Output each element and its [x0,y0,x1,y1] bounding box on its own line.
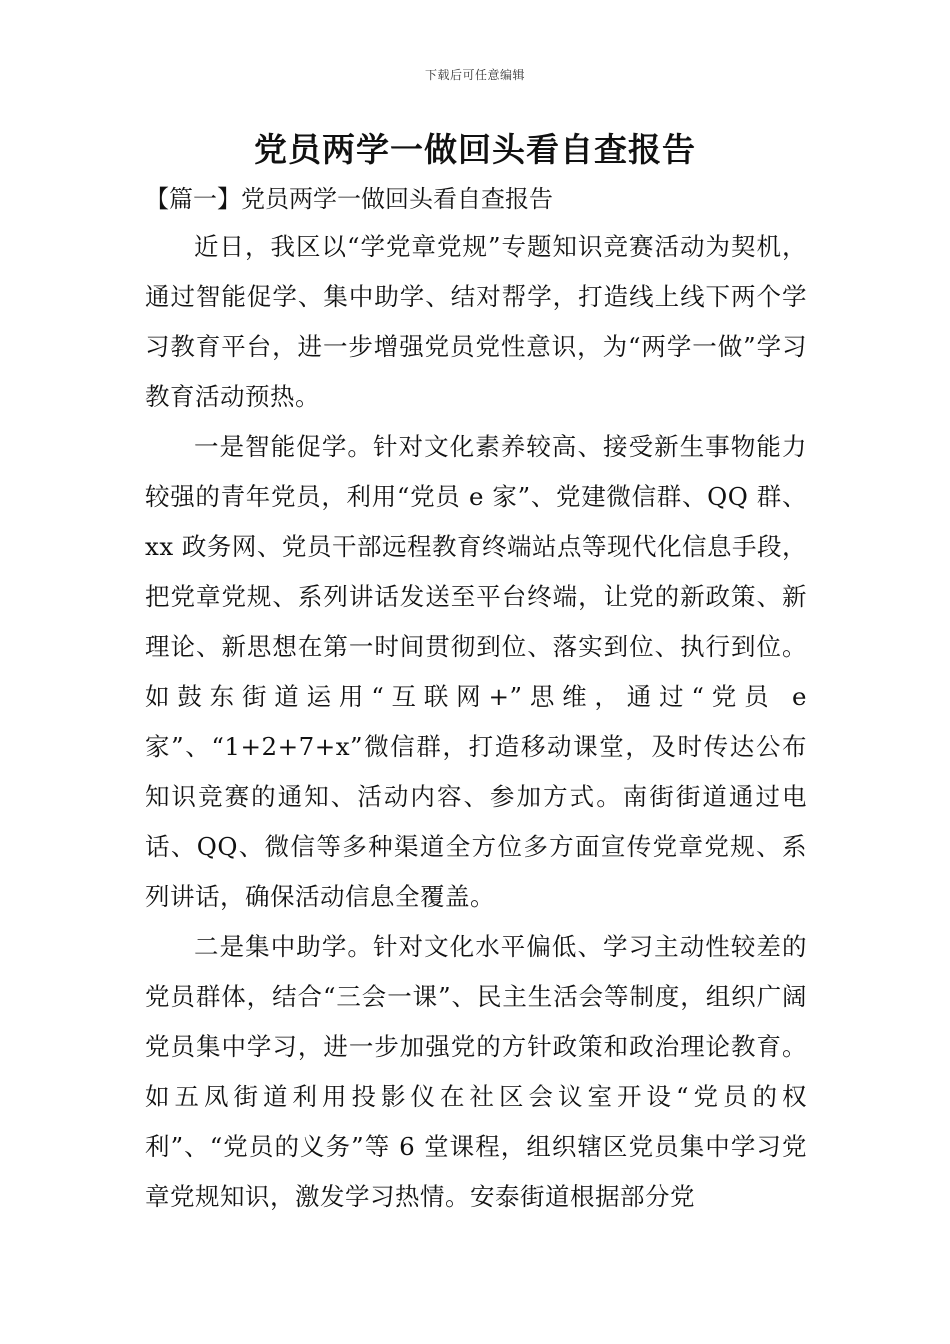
section-heading: 【篇一】党员两学一做回头看自查报告 [145,185,553,213]
page-header-note: 下载后可任意编辑 [424,68,525,82]
document-title: 党员两学一做回头看自查报告 [254,130,696,169]
paragraph-centralized-learning: 二是集中助学。针对文化水平偏低、学习主动性较差的党员群体，结合“三会一课”、民主生活会等制度，组织广阔党员集中学习，进一步加强党的方针政策和政治理论教育。如五凤街道利用投影仪在社区会议室开设“党员的权利”、“党员的义务”等 6 堂课程，组织辖区党员集中学习党章党规知识，激发学习热情。安泰街道根据部分党 [145,932,807,1211]
paragraph-intro: 近日，我区以“学党章党规”专题知识竞赛活动为契机，通过智能促学、集中助学、结对帮学，打造线上线下两个学习教育平台，进一步增强党员党性意识，为“两学一做”学习教育活动预热。 [145,232,807,411]
paragraph-smart-learning: 一是智能促学。针对文化素养较高、接受新生事物能力较强的青年党员，利用“党员 e 家”、党建微信群、QQ 群、xx 政务网、党员干部远程教育终端站点等现代化信息手段，把党章党规、系列讲话发送至平台终端，让党的新政策、新理论、新思想在第一时间贯彻到位、落实到位、执行到位。如鼓东街道运用“互联网+”思维，通过“党员 e 家”、“1+2+7+x”微信群，打造移动课堂，及时传达公布知识竞赛的通知、活动内容、参加方式。南街街道通过电话、QQ、微信等多种渠道全方位多方面宣传党章党规、系列讲话，确保活动信息全覆盖。 [145,432,807,911]
document-body [145,222,807,1222]
